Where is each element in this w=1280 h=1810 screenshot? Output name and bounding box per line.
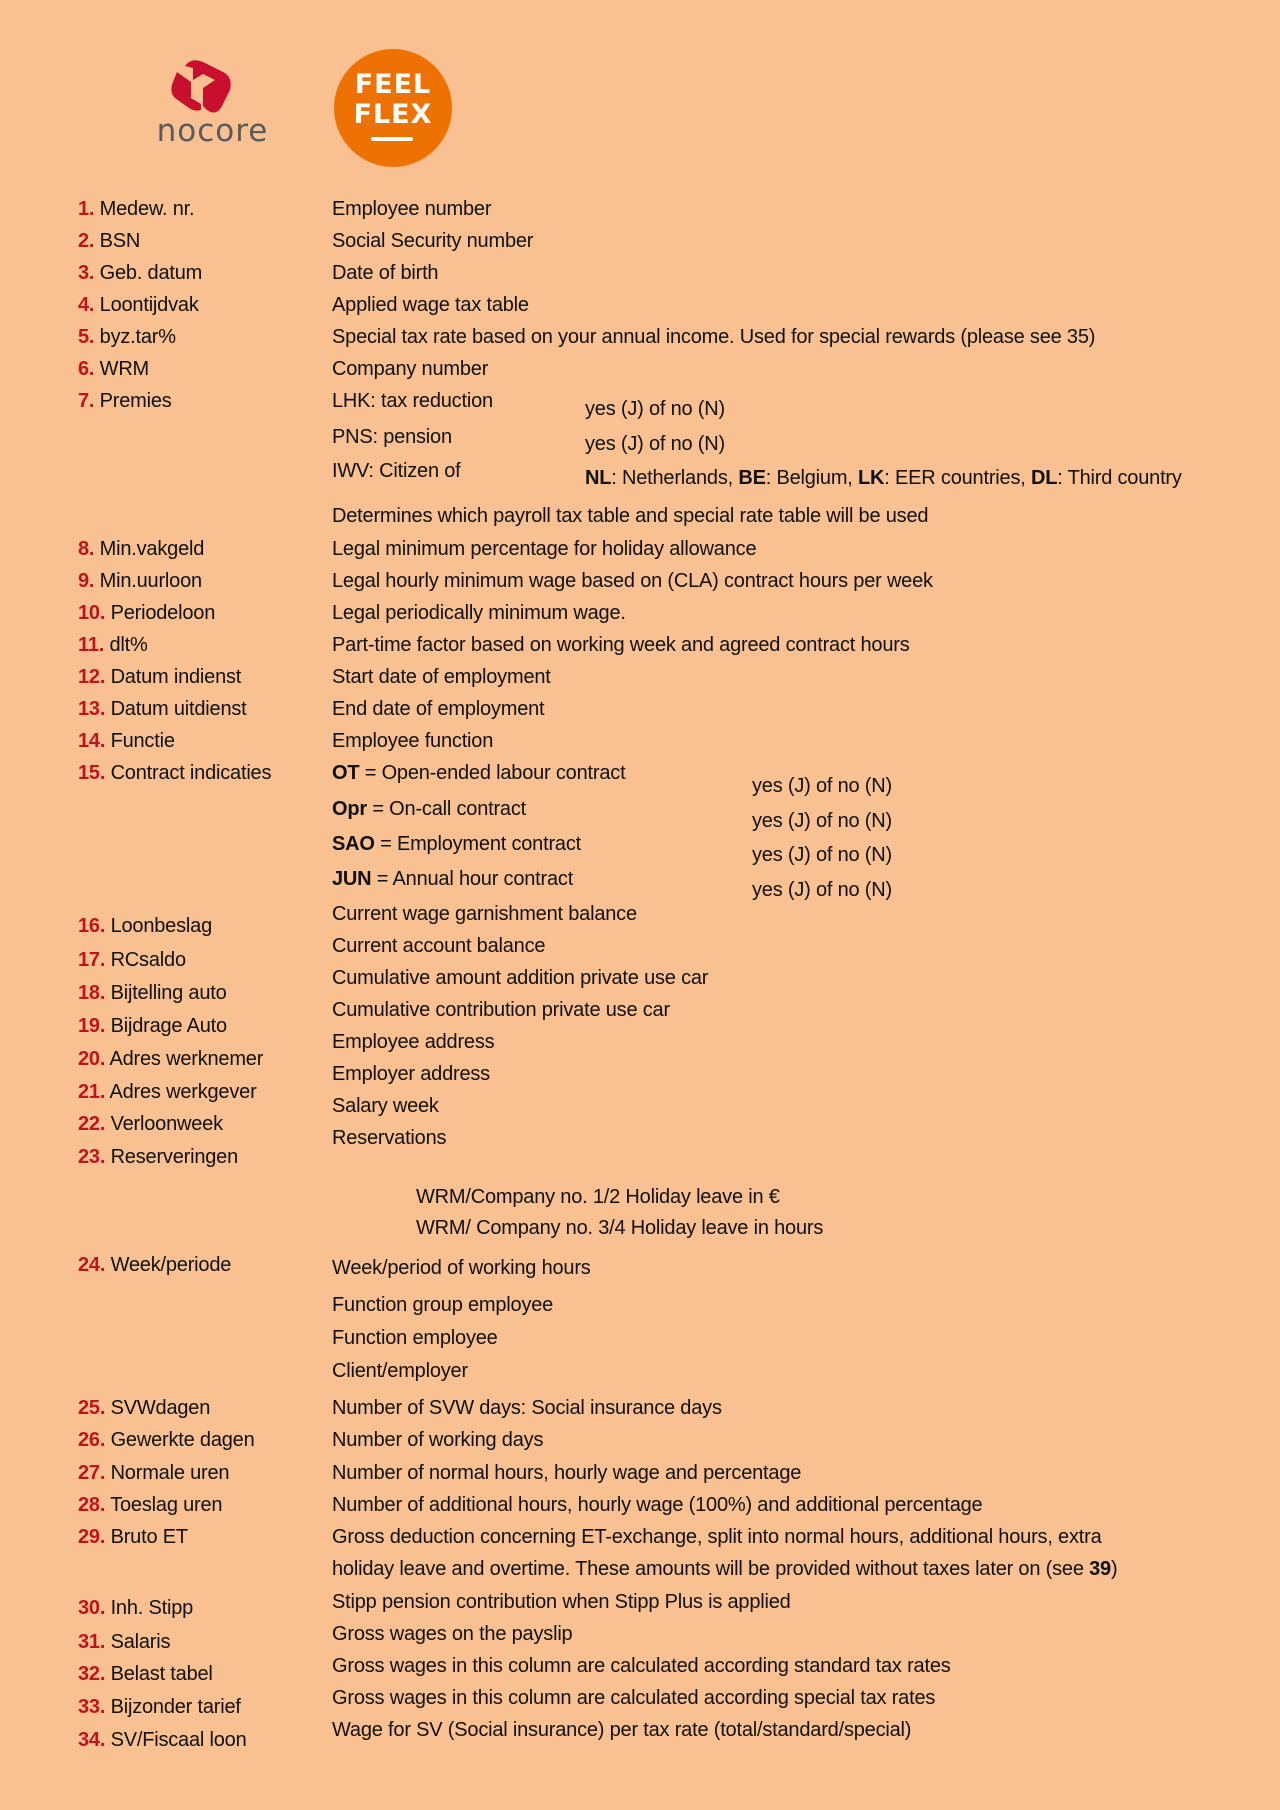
premies-note: Determines which payroll tax table and special rate table will be used <box>332 505 929 527</box>
term-3: 3. Geb. datum <box>78 262 203 284</box>
term-33: 33. Bijzonder tarief <box>78 1696 241 1718</box>
term-19: 19. Bijdrage Auto <box>78 1015 227 1037</box>
nocore-wordmark: nocore <box>156 113 269 149</box>
desc-9: Legal hourly minimum wage based on (CLA) contract hours per week <box>332 570 933 592</box>
desc-32: Gross wages in this column are calculated according standard tax rates <box>332 1655 951 1677</box>
term-14: 14. Functie <box>78 730 175 752</box>
pns-label: PNS: pension <box>332 426 452 448</box>
term-16: 16. Loonbeslag <box>78 915 212 937</box>
function-employee: Function employee <box>332 1327 498 1349</box>
desc-33: Gross wages in this column are calculated according special tax rates <box>332 1687 936 1709</box>
term-6: 6. WRM <box>78 358 150 380</box>
term-27: 27. Normale uren <box>78 1462 230 1484</box>
desc-3: Date of birth <box>332 262 439 284</box>
desc-29-line2: holiday leave and overtime. These amounts will be provided without taxes later on (see 39) <box>332 1558 1118 1580</box>
term-11: 11. dlt% <box>78 634 148 656</box>
term-2: 2. BSN <box>78 230 141 252</box>
desc-29: Gross deduction concerning ET-exchange, split into normal hours, additional hours, extra <box>332 1526 1102 1548</box>
contract-opr: Opr = On-call contract <box>332 798 527 820</box>
contract-sao: SAO = Employment contract <box>332 833 581 855</box>
desc-14: Employee function <box>332 730 494 752</box>
desc-13: End date of employment <box>332 698 545 720</box>
term-24: 24. Week/periode <box>78 1254 232 1276</box>
contract-ot: OT = Open-ended labour contract <box>332 762 626 784</box>
desc-12: Start date of employment <box>332 666 551 688</box>
term-30: 30. Inh. Stipp <box>78 1597 194 1619</box>
reserveringen-line1: WRM/Company no. 1/2 Holiday leave in € <box>416 1186 780 1208</box>
client-employer: Client/employer <box>332 1360 468 1382</box>
term-4: 4. Loontijdvak <box>78 294 199 316</box>
feelflex-underline <box>371 137 413 141</box>
term-8: 8. Min.vakgeld <box>78 538 205 560</box>
desc-34: Wage for SV (Social insurance) per tax rate (total/standard/special) <box>332 1719 912 1741</box>
term-15: 15. Contract indicaties <box>78 762 272 784</box>
iwv-label: IWV: Citizen of <box>332 460 461 482</box>
desc-30: Stipp pension contribution when Stipp Plus is applied <box>332 1591 791 1613</box>
term-32: 32. Belast tabel <box>78 1663 213 1685</box>
contract-opr-value: yes (J) of no (N) <box>752 810 892 832</box>
desc-27: Number of normal hours, hourly wage and percentage <box>332 1462 802 1484</box>
desc-25: Number of SVW days: Social insurance days <box>332 1397 722 1419</box>
feelflex-line1: FEEL <box>354 69 432 100</box>
desc-28: Number of additional hours, hourly wage (100%) and additional percentage <box>332 1494 983 1516</box>
desc-11: Part-time factor based on working week and agreed contract hours <box>332 634 910 656</box>
term-28: 28. Toeslag uren <box>78 1494 223 1516</box>
function-group-employee: Function group employee <box>332 1294 554 1316</box>
desc-18: Cumulative amount addition private use car <box>332 967 709 989</box>
feelflex-logo <box>334 49 452 167</box>
term-34: 34. SV/Fiscaal loon <box>78 1729 247 1751</box>
contract-jun: JUN = Annual hour contract <box>332 868 574 890</box>
nocore-logo <box>135 58 290 153</box>
desc-26: Number of working days <box>332 1429 544 1451</box>
pns-value: yes (J) of no (N) <box>585 433 725 455</box>
term-17: 17. RCsaldo <box>78 949 186 971</box>
term-7: 7. Premies <box>78 390 172 412</box>
lhk-value: yes (J) of no (N) <box>585 398 725 420</box>
desc-19: Cumulative contribution private use car <box>332 999 670 1021</box>
term-29: 29. Bruto ET <box>78 1526 188 1548</box>
term-20: 20. Adres werknemer <box>78 1048 264 1070</box>
term-22: 22. Verloonweek <box>78 1113 223 1135</box>
desc-6: Company number <box>332 358 489 380</box>
desc-31: Gross wages on the payslip <box>332 1623 573 1645</box>
term-9: 9. Min.uurloon <box>78 570 202 592</box>
desc-7-lhk: LHK: tax reduction <box>332 390 493 412</box>
desc-4: Applied wage tax table <box>332 294 529 316</box>
term-13: 13. Datum uitdienst <box>78 698 247 720</box>
term-23: 23. Reserveringen <box>78 1146 239 1168</box>
desc-2: Social Security number <box>332 230 534 252</box>
desc-5: Special tax rate based on your annual income. Used for special rewards (please see 35) <box>332 326 1096 348</box>
feelflex-line2: FLEX <box>353 99 433 130</box>
iwv-value: NL: Netherlands, BE: Belgium, LK: EER countries, DL: Third country <box>585 467 1182 489</box>
desc-24: Week/period of working hours <box>332 1257 591 1279</box>
desc-20: Employee address <box>332 1031 495 1053</box>
term-1: 1. Medew. nr. <box>78 198 195 220</box>
desc-21: Employer address <box>332 1063 490 1085</box>
contract-ot-value: yes (J) of no (N) <box>752 775 892 797</box>
term-25: 25. SVWdagen <box>78 1397 211 1419</box>
term-21: 21. Adres werkgever <box>78 1081 257 1103</box>
term-26: 26. Gewerkte dagen <box>78 1429 255 1451</box>
term-31: 31. Salaris <box>78 1631 171 1653</box>
term-10: 10. Periodeloon <box>78 602 216 624</box>
term-12: 12. Datum indienst <box>78 666 242 688</box>
nocore-mark-icon <box>135 58 290 116</box>
desc-1: Employee number <box>332 198 492 220</box>
desc-17: Current account balance <box>332 935 546 957</box>
contract-jun-value: yes (J) of no (N) <box>752 879 892 901</box>
desc-10: Legal periodically minimum wage. <box>332 602 626 624</box>
reserveringen-line2: WRM/ Company no. 3/4 Holiday leave in hours <box>416 1217 824 1239</box>
term-5: 5. byz.tar% <box>78 326 176 348</box>
desc-8: Legal minimum percentage for holiday allowance <box>332 538 757 560</box>
desc-23: Reservations <box>332 1127 447 1149</box>
desc-16: Current wage garnishment balance <box>332 903 637 925</box>
contract-sao-value: yes (J) of no (N) <box>752 844 892 866</box>
term-18: 18. Bijtelling auto <box>78 982 227 1004</box>
desc-22: Salary week <box>332 1095 439 1117</box>
